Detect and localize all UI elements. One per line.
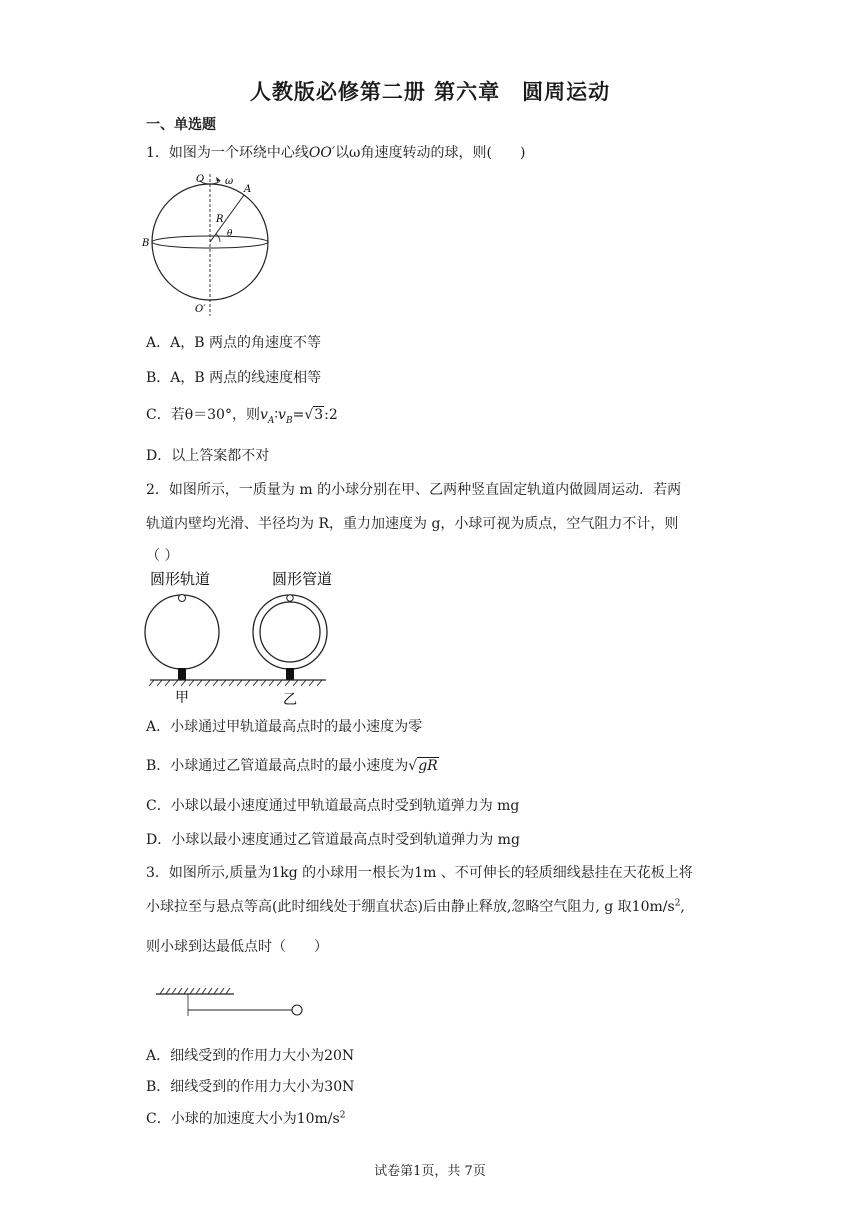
ground-hatch — [149, 680, 322, 686]
section-heading: 一、单选题 — [146, 117, 216, 133]
page-title: 人教版必修第二册 第六章 圆周运动 — [249, 80, 611, 104]
q3-pendulum-figure — [154, 984, 314, 1024]
q2-option-c: C．小球以最小速度通过甲轨道最高点时受到轨道弹力为 mg — [146, 798, 520, 814]
q3-optc-sup: 2 — [339, 1110, 346, 1121]
question-3-line-2 — [146, 896, 685, 916]
q2-optb-text: B．小球通过乙管道最高点时的最小速度为 — [146, 758, 409, 774]
label-R: R — [216, 214, 224, 225]
q3-line2-sup: 2 — [674, 898, 681, 909]
q1-optc-sub-a: A — [267, 415, 275, 426]
q2-option-b: B．小球通过乙管道最高点时的最小速度为√gR — [146, 758, 438, 774]
question-2-line-2: 轨道内壁均光滑、半径均为 R，重力加速度为 g，小球可视为质点，空气阻力不计，则 — [146, 516, 679, 532]
theta-arc — [216, 234, 220, 242]
circular-track-outline — [145, 595, 219, 669]
q3-optc-text: C．小球的加速度大小为10m/s — [146, 1111, 340, 1127]
q1-optc-colon: ∶ — [274, 407, 279, 423]
question-1-stem — [146, 142, 525, 162]
question-2-line-1: 2．如图所示，一质量为 m 的小球分别在甲、乙两种竖直固定轨道内做圆周运动．若两 — [146, 482, 682, 498]
q1-stem-end: 以ω角速度转动的球，则( ) — [335, 145, 526, 161]
q3-line2-text: 小球拉至与悬点等高(此时细线处于绷直状态)后由静止释放,忽略空气阻力, g 取10m/s — [146, 899, 675, 915]
q2-track-figure — [144, 566, 334, 706]
question-3-line-1: 3．如图所示,质量为1kg 的小球用一根长为1m 、不可伸长的轻质细线悬挂在天花板上将 — [146, 865, 693, 881]
support-left — [178, 668, 186, 680]
q1-option-c: C．若θ＝30°，则$v_A∶v_B=√3:2$ — [146, 407, 338, 426]
label-circular-pipe: 圆形管道 — [272, 570, 333, 588]
question-3-line-3: 则小球到达最低点时（ ） — [146, 939, 328, 955]
label-A: A — [244, 184, 252, 195]
q3-option-b: B．细线受到的作用力大小为30N — [146, 1079, 355, 1095]
q3-option-c — [146, 1108, 345, 1128]
label-O-prime: O′ — [195, 304, 206, 315]
q1-optc-vb: v — [278, 407, 286, 423]
q1-option-d: D．以上答案都不对 — [146, 448, 270, 464]
q1-optc-va: v — [259, 407, 268, 423]
support-right — [286, 668, 294, 680]
q2-optb-root: gR — [418, 758, 438, 774]
q3-option-a: A．细线受到的作用力大小为20N — [146, 1048, 355, 1064]
label-yi: 乙 — [283, 692, 297, 706]
pendulum-ball — [292, 1005, 302, 1015]
label-B: B — [142, 238, 150, 249]
ceiling-hatch — [160, 988, 230, 994]
label-circular-track: 圆形轨道 — [150, 570, 211, 588]
q3-line2-post: , — [680, 899, 685, 915]
label-jia: 甲 — [175, 690, 189, 706]
q1-rotating-sphere-figure — [140, 170, 280, 320]
ball-right — [287, 595, 293, 601]
pipe-inner — [260, 602, 320, 662]
q1-axis-label: OO′ — [308, 145, 336, 161]
q2-option-d: D．小球以最小速度通过乙管道最高点时受到轨道弹力为 mg — [146, 832, 520, 848]
question-2-line-3: （ ） — [146, 548, 179, 564]
q1-option-a: A．A，B 两点的角速度不等 — [146, 335, 321, 351]
q1-optc-sub-b: B — [285, 415, 293, 426]
label-theta: θ — [227, 229, 233, 239]
q1-optc-root: 3 — [314, 407, 324, 423]
label-O: O — [196, 174, 205, 185]
q1-optc-ratio: :2 — [324, 407, 338, 423]
q1-optc-text: C．若θ＝30°，则 — [146, 407, 260, 423]
pipe-outer — [253, 595, 327, 669]
q1-optc-eq: = — [292, 407, 305, 423]
ball-left — [179, 595, 186, 602]
q1-option-b: B．A，B 两点的线速度相等 — [146, 370, 322, 386]
q2-option-a: A．小球通过甲轨道最高点时的最小速度为零 — [146, 719, 423, 735]
q1-stem-text: 1．如图为一个环绕中心线 — [146, 145, 309, 161]
label-omega: ω — [225, 176, 234, 187]
page-footer: 试卷第1页，共 7页 — [374, 1164, 486, 1179]
